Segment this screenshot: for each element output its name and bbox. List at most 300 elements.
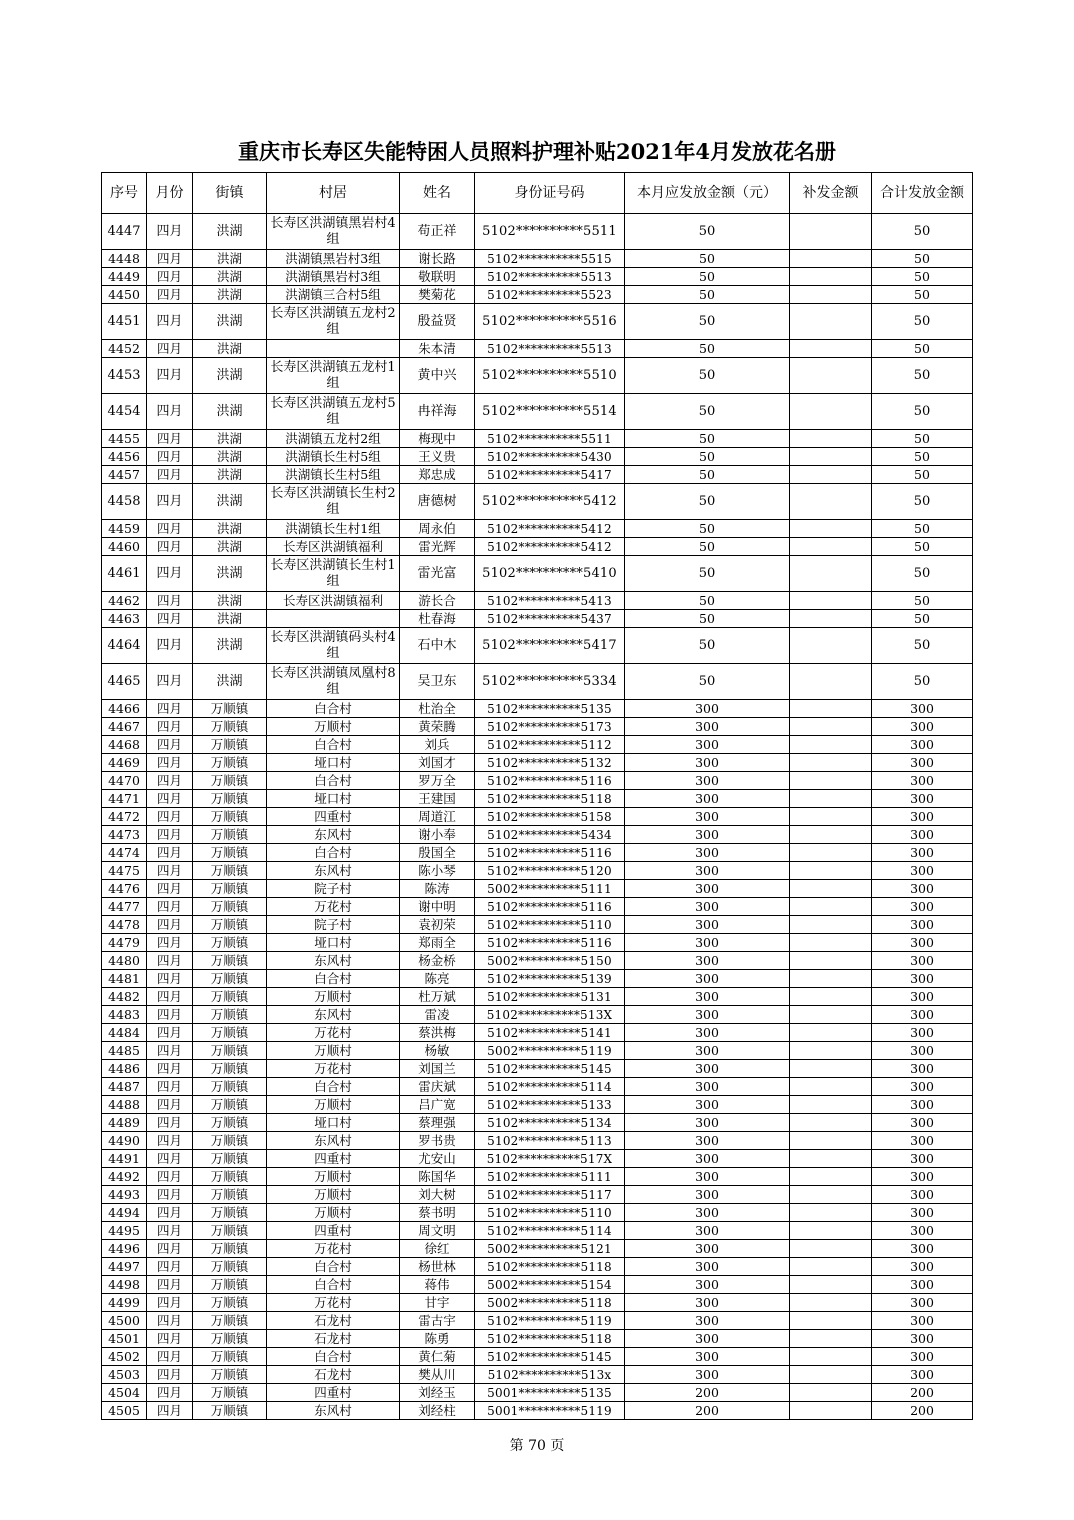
cell-village: 东风村 [267, 1402, 400, 1420]
cell-extra-amount [790, 736, 872, 754]
cell-id-number: 5102**********5510 [475, 358, 625, 394]
cell-town: 万顺镇 [193, 808, 267, 826]
cell-id-number: 5102**********5118 [475, 790, 625, 808]
cell-total-amount: 300 [872, 1366, 973, 1384]
cell-village: 白合村 [267, 772, 400, 790]
cell-month: 四月 [147, 664, 193, 700]
cell-month: 四月 [147, 934, 193, 952]
cell-village: 长寿区洪湖镇福利 [267, 592, 400, 610]
table-row [102, 466, 973, 484]
cell-town: 万顺镇 [193, 1132, 267, 1150]
table-row [102, 664, 973, 700]
cell-due-amount: 300 [625, 916, 790, 934]
table-row [102, 808, 973, 826]
cell-id-number: 5102**********5119 [475, 1312, 625, 1330]
cell-village: 洪湖镇长生村5组 [267, 448, 400, 466]
table-row [102, 736, 973, 754]
cell-seq: 4448 [102, 250, 147, 268]
cell-total-amount: 50 [872, 592, 973, 610]
cell-seq: 4488 [102, 1096, 147, 1114]
cell-extra-amount [790, 970, 872, 988]
cell-village: 洪湖镇长生村1组 [267, 520, 400, 538]
cell-town: 万顺镇 [193, 1258, 267, 1276]
cell-village: 洪湖镇长生村5组 [267, 466, 400, 484]
cell-due-amount: 300 [625, 754, 790, 772]
cell-seq: 4503 [102, 1366, 147, 1384]
cell-seq: 4476 [102, 880, 147, 898]
cell-total-amount: 300 [872, 1006, 973, 1024]
table-row [102, 448, 973, 466]
cell-id-number: 5102**********5523 [475, 286, 625, 304]
cell-total-amount: 300 [872, 754, 973, 772]
cell-due-amount: 300 [625, 1222, 790, 1240]
cell-name: 吕广宽 [400, 1096, 475, 1114]
cell-extra-amount [790, 1240, 872, 1258]
cell-town: 洪湖 [193, 304, 267, 340]
cell-seq: 4478 [102, 916, 147, 934]
cell-name: 杜万斌 [400, 988, 475, 1006]
cell-extra-amount [790, 556, 872, 592]
cell-seq: 4453 [102, 358, 147, 394]
cell-id-number: 5102**********5118 [475, 1258, 625, 1276]
cell-name: 徐红 [400, 1240, 475, 1258]
cell-extra-amount [790, 1006, 872, 1024]
cell-village: 长寿区洪湖镇码头村4组 [267, 628, 400, 664]
cell-extra-amount [790, 898, 872, 916]
cell-due-amount: 300 [625, 1186, 790, 1204]
cell-extra-amount [790, 214, 872, 250]
cell-total-amount: 50 [872, 628, 973, 664]
cell-month: 四月 [147, 250, 193, 268]
cell-due-amount: 300 [625, 952, 790, 970]
cell-town: 万顺镇 [193, 1276, 267, 1294]
table-row [102, 250, 973, 268]
cell-seq: 4497 [102, 1258, 147, 1276]
cell-name: 谢中明 [400, 898, 475, 916]
cell-town: 万顺镇 [193, 1348, 267, 1366]
cell-extra-amount [790, 1294, 872, 1312]
cell-total-amount: 50 [872, 358, 973, 394]
cell-month: 四月 [147, 898, 193, 916]
cell-village: 万顺村 [267, 718, 400, 736]
table-row [102, 430, 973, 448]
cell-total-amount: 50 [872, 538, 973, 556]
cell-town: 洪湖 [193, 214, 267, 250]
cell-name: 陈涛 [400, 880, 475, 898]
cell-seq: 4462 [102, 592, 147, 610]
cell-extra-amount [790, 358, 872, 394]
cell-name: 谢小奉 [400, 826, 475, 844]
cell-due-amount: 50 [625, 664, 790, 700]
cell-name: 周文明 [400, 1222, 475, 1240]
cell-month: 四月 [147, 214, 193, 250]
cell-seq: 4466 [102, 700, 147, 718]
table-row [102, 1348, 973, 1366]
cell-id-number: 5102**********5430 [475, 448, 625, 466]
cell-total-amount: 200 [872, 1402, 973, 1420]
cell-extra-amount [790, 592, 872, 610]
cell-month: 四月 [147, 268, 193, 286]
cell-name: 刘经柱 [400, 1402, 475, 1420]
cell-total-amount: 300 [872, 1168, 973, 1186]
cell-town: 万顺镇 [193, 1204, 267, 1222]
cell-extra-amount [790, 1186, 872, 1204]
cell-village: 万顺村 [267, 1186, 400, 1204]
cell-village: 万顺村 [267, 1168, 400, 1186]
cell-village: 洪湖镇五龙村2组 [267, 430, 400, 448]
cell-month: 四月 [147, 844, 193, 862]
cell-id-number: 5102**********5513 [475, 268, 625, 286]
table-row [102, 898, 973, 916]
table-row [102, 826, 973, 844]
cell-town: 万顺镇 [193, 736, 267, 754]
header-name: 姓名 [400, 173, 475, 214]
cell-due-amount: 50 [625, 610, 790, 628]
cell-due-amount: 300 [625, 826, 790, 844]
cell-month: 四月 [147, 1132, 193, 1150]
cell-seq: 4472 [102, 808, 147, 826]
cell-id-number: 5102**********5511 [475, 214, 625, 250]
header-extra-amount: 补发金额 [790, 173, 872, 214]
cell-village: 万花村 [267, 898, 400, 916]
cell-month: 四月 [147, 1348, 193, 1366]
cell-total-amount: 50 [872, 466, 973, 484]
cell-name: 朱本清 [400, 340, 475, 358]
cell-village: 洪湖镇三合村5组 [267, 286, 400, 304]
cell-extra-amount [790, 250, 872, 268]
cell-seq: 4505 [102, 1402, 147, 1420]
cell-seq: 4473 [102, 826, 147, 844]
cell-id-number: 5102**********5133 [475, 1096, 625, 1114]
cell-town: 万顺镇 [193, 1366, 267, 1384]
cell-town: 万顺镇 [193, 1024, 267, 1042]
cell-seq: 4460 [102, 538, 147, 556]
cell-month: 四月 [147, 1150, 193, 1168]
cell-id-number: 5102**********5437 [475, 610, 625, 628]
cell-town: 洪湖 [193, 286, 267, 304]
table-row [102, 1402, 973, 1420]
cell-total-amount: 300 [872, 772, 973, 790]
cell-extra-amount [790, 1024, 872, 1042]
cell-month: 四月 [147, 592, 193, 610]
cell-village: 东风村 [267, 1132, 400, 1150]
cell-extra-amount [790, 394, 872, 430]
cell-town: 洪湖 [193, 520, 267, 538]
cell-name: 雷古宇 [400, 1312, 475, 1330]
cell-town: 万顺镇 [193, 1114, 267, 1132]
cell-total-amount: 300 [872, 1096, 973, 1114]
cell-due-amount: 300 [625, 700, 790, 718]
cell-seq: 4468 [102, 736, 147, 754]
cell-seq: 4483 [102, 1006, 147, 1024]
cell-town: 万顺镇 [193, 1384, 267, 1402]
table-row [102, 988, 973, 1006]
cell-month: 四月 [147, 286, 193, 304]
cell-total-amount: 300 [872, 808, 973, 826]
cell-due-amount: 300 [625, 970, 790, 988]
cell-due-amount: 200 [625, 1384, 790, 1402]
cell-month: 四月 [147, 952, 193, 970]
cell-seq: 4461 [102, 556, 147, 592]
cell-seq: 4475 [102, 862, 147, 880]
table-row [102, 790, 973, 808]
cell-id-number: 5102**********5516 [475, 304, 625, 340]
cell-due-amount: 300 [625, 880, 790, 898]
cell-due-amount: 50 [625, 214, 790, 250]
cell-id-number: 5102**********513x [475, 1366, 625, 1384]
cell-id-number: 5102**********5417 [475, 628, 625, 664]
cell-name: 王义贵 [400, 448, 475, 466]
table-row [102, 952, 973, 970]
cell-total-amount: 300 [872, 952, 973, 970]
cell-village: 白合村 [267, 736, 400, 754]
cell-seq: 4494 [102, 1204, 147, 1222]
cell-village: 万顺村 [267, 988, 400, 1006]
cell-village: 白合村 [267, 1348, 400, 1366]
cell-name: 尤安山 [400, 1150, 475, 1168]
cell-name: 蔡书明 [400, 1204, 475, 1222]
cell-extra-amount [790, 826, 872, 844]
cell-id-number: 5102**********5114 [475, 1222, 625, 1240]
cell-town: 洪湖 [193, 250, 267, 268]
cell-total-amount: 300 [872, 1042, 973, 1060]
cell-name: 郑雨全 [400, 934, 475, 952]
cell-month: 四月 [147, 718, 193, 736]
cell-seq: 4470 [102, 772, 147, 790]
cell-total-amount: 300 [872, 880, 973, 898]
cell-town: 万顺镇 [193, 1168, 267, 1186]
cell-seq: 4450 [102, 286, 147, 304]
cell-due-amount: 300 [625, 1294, 790, 1312]
cell-town: 万顺镇 [193, 826, 267, 844]
cell-id-number: 5102**********5135 [475, 700, 625, 718]
table-row [102, 862, 973, 880]
cell-due-amount: 200 [625, 1402, 790, 1420]
cell-total-amount: 300 [872, 1258, 973, 1276]
cell-total-amount: 300 [872, 1204, 973, 1222]
cell-month: 四月 [147, 1042, 193, 1060]
cell-total-amount: 300 [872, 1294, 973, 1312]
cell-due-amount: 50 [625, 592, 790, 610]
cell-total-amount: 300 [872, 1222, 973, 1240]
header-due-amount: 本月应发放金额（元） [625, 173, 790, 214]
cell-due-amount: 50 [625, 268, 790, 286]
table-row [102, 1276, 973, 1294]
cell-id-number: 5102**********5114 [475, 1078, 625, 1096]
cell-month: 四月 [147, 340, 193, 358]
cell-due-amount: 300 [625, 1276, 790, 1294]
cell-name: 蔡理强 [400, 1114, 475, 1132]
cell-id-number: 5102**********5139 [475, 970, 625, 988]
cell-id-number: 5102**********513X [475, 1006, 625, 1024]
cell-village: 万顺村 [267, 1204, 400, 1222]
cell-seq: 4479 [102, 934, 147, 952]
cell-total-amount: 300 [872, 1150, 973, 1168]
cell-month: 四月 [147, 484, 193, 520]
cell-month: 四月 [147, 1222, 193, 1240]
cell-village: 垭口村 [267, 754, 400, 772]
table-row [102, 520, 973, 538]
cell-due-amount: 50 [625, 466, 790, 484]
cell-total-amount: 50 [872, 448, 973, 466]
cell-town: 洪湖 [193, 538, 267, 556]
cell-extra-amount [790, 1330, 872, 1348]
table-row [102, 1204, 973, 1222]
cell-extra-amount [790, 628, 872, 664]
cell-seq: 4447 [102, 214, 147, 250]
cell-total-amount: 300 [872, 1186, 973, 1204]
cell-name: 袁初荣 [400, 916, 475, 934]
cell-extra-amount [790, 1060, 872, 1078]
cell-town: 万顺镇 [193, 844, 267, 862]
header-town: 街镇 [193, 173, 267, 214]
header-seq: 序号 [102, 173, 147, 214]
table-row [102, 358, 973, 394]
cell-id-number: 5102**********5120 [475, 862, 625, 880]
cell-due-amount: 300 [625, 1060, 790, 1078]
cell-town: 万顺镇 [193, 1186, 267, 1204]
cell-extra-amount [790, 1042, 872, 1060]
cell-name: 梅现中 [400, 430, 475, 448]
cell-town: 万顺镇 [193, 1294, 267, 1312]
table-row [102, 1312, 973, 1330]
table-row [102, 1096, 973, 1114]
cell-name: 陈小琴 [400, 862, 475, 880]
cell-town: 洪湖 [193, 394, 267, 430]
cell-id-number: 5102**********5413 [475, 592, 625, 610]
cell-id-number: 5102**********5110 [475, 1204, 625, 1222]
cell-due-amount: 300 [625, 862, 790, 880]
cell-total-amount: 300 [872, 898, 973, 916]
cell-village: 垭口村 [267, 790, 400, 808]
cell-village: 院子村 [267, 916, 400, 934]
cell-month: 四月 [147, 1168, 193, 1186]
cell-town: 万顺镇 [193, 988, 267, 1006]
cell-name: 蔡洪梅 [400, 1024, 475, 1042]
cell-month: 四月 [147, 610, 193, 628]
cell-due-amount: 300 [625, 1006, 790, 1024]
cell-extra-amount [790, 268, 872, 286]
cell-seq: 4495 [102, 1222, 147, 1240]
table-row [102, 1168, 973, 1186]
cell-seq: 4499 [102, 1294, 147, 1312]
cell-month: 四月 [147, 772, 193, 790]
cell-total-amount: 50 [872, 520, 973, 538]
cell-seq: 4465 [102, 664, 147, 700]
table-row [102, 772, 973, 790]
cell-id-number: 5102**********5417 [475, 466, 625, 484]
table-row [102, 214, 973, 250]
cell-id-number: 5002**********5118 [475, 1294, 625, 1312]
cell-due-amount: 50 [625, 430, 790, 448]
cell-due-amount: 300 [625, 1078, 790, 1096]
table-row [102, 304, 973, 340]
table-row [102, 1078, 973, 1096]
cell-seq: 4457 [102, 466, 147, 484]
cell-id-number: 5001**********5135 [475, 1384, 625, 1402]
header-month: 月份 [147, 173, 193, 214]
cell-due-amount: 50 [625, 250, 790, 268]
cell-name: 周道江 [400, 808, 475, 826]
cell-extra-amount [790, 1276, 872, 1294]
cell-month: 四月 [147, 1402, 193, 1420]
cell-name: 黄荣腾 [400, 718, 475, 736]
cell-extra-amount [790, 538, 872, 556]
cell-name: 冉祥海 [400, 394, 475, 430]
cell-extra-amount [790, 1312, 872, 1330]
cell-seq: 4490 [102, 1132, 147, 1150]
cell-due-amount: 300 [625, 790, 790, 808]
cell-village: 四重村 [267, 1150, 400, 1168]
cell-seq: 4481 [102, 970, 147, 988]
cell-name: 杜治全 [400, 700, 475, 718]
cell-extra-amount [790, 1150, 872, 1168]
cell-month: 四月 [147, 556, 193, 592]
cell-village: 东风村 [267, 862, 400, 880]
cell-extra-amount [790, 304, 872, 340]
cell-month: 四月 [147, 1240, 193, 1258]
cell-id-number: 5102**********5141 [475, 1024, 625, 1042]
cell-total-amount: 300 [872, 916, 973, 934]
cell-month: 四月 [147, 790, 193, 808]
cell-name: 黄仁菊 [400, 1348, 475, 1366]
cell-id-number: 5102**********5145 [475, 1060, 625, 1078]
cell-seq: 4477 [102, 898, 147, 916]
cell-month: 四月 [147, 988, 193, 1006]
cell-id-number: 5001**********5119 [475, 1402, 625, 1420]
cell-month: 四月 [147, 1114, 193, 1132]
table-row [102, 610, 973, 628]
cell-village: 长寿区洪湖镇五龙村5组 [267, 394, 400, 430]
cell-due-amount: 300 [625, 1024, 790, 1042]
cell-total-amount: 50 [872, 340, 973, 358]
cell-total-amount: 300 [872, 1330, 973, 1348]
cell-month: 四月 [147, 736, 193, 754]
table-row [102, 1222, 973, 1240]
cell-total-amount: 50 [872, 664, 973, 700]
cell-seq: 4452 [102, 340, 147, 358]
cell-extra-amount [790, 610, 872, 628]
cell-village: 石龙村 [267, 1366, 400, 1384]
cell-extra-amount [790, 1384, 872, 1402]
cell-due-amount: 300 [625, 988, 790, 1006]
cell-name: 王建国 [400, 790, 475, 808]
cell-name: 郑忠成 [400, 466, 475, 484]
cell-seq: 4458 [102, 484, 147, 520]
cell-seq: 4482 [102, 988, 147, 1006]
cell-village: 长寿区洪湖镇长生村1组 [267, 556, 400, 592]
cell-month: 四月 [147, 1258, 193, 1276]
cell-name: 罗万全 [400, 772, 475, 790]
table-row [102, 1186, 973, 1204]
cell-due-amount: 300 [625, 1132, 790, 1150]
cell-extra-amount [790, 340, 872, 358]
cell-town: 洪湖 [193, 592, 267, 610]
cell-extra-amount [790, 952, 872, 970]
cell-seq: 4498 [102, 1276, 147, 1294]
cell-name: 陈亮 [400, 970, 475, 988]
cell-name: 刘经玉 [400, 1384, 475, 1402]
cell-id-number: 5102**********5412 [475, 538, 625, 556]
cell-due-amount: 50 [625, 448, 790, 466]
cell-seq: 4455 [102, 430, 147, 448]
cell-id-number: 5102**********5515 [475, 250, 625, 268]
cell-name: 陈勇 [400, 1330, 475, 1348]
cell-total-amount: 50 [872, 556, 973, 592]
cell-extra-amount [790, 520, 872, 538]
cell-name: 杨金桥 [400, 952, 475, 970]
cell-id-number: 5102**********5116 [475, 844, 625, 862]
